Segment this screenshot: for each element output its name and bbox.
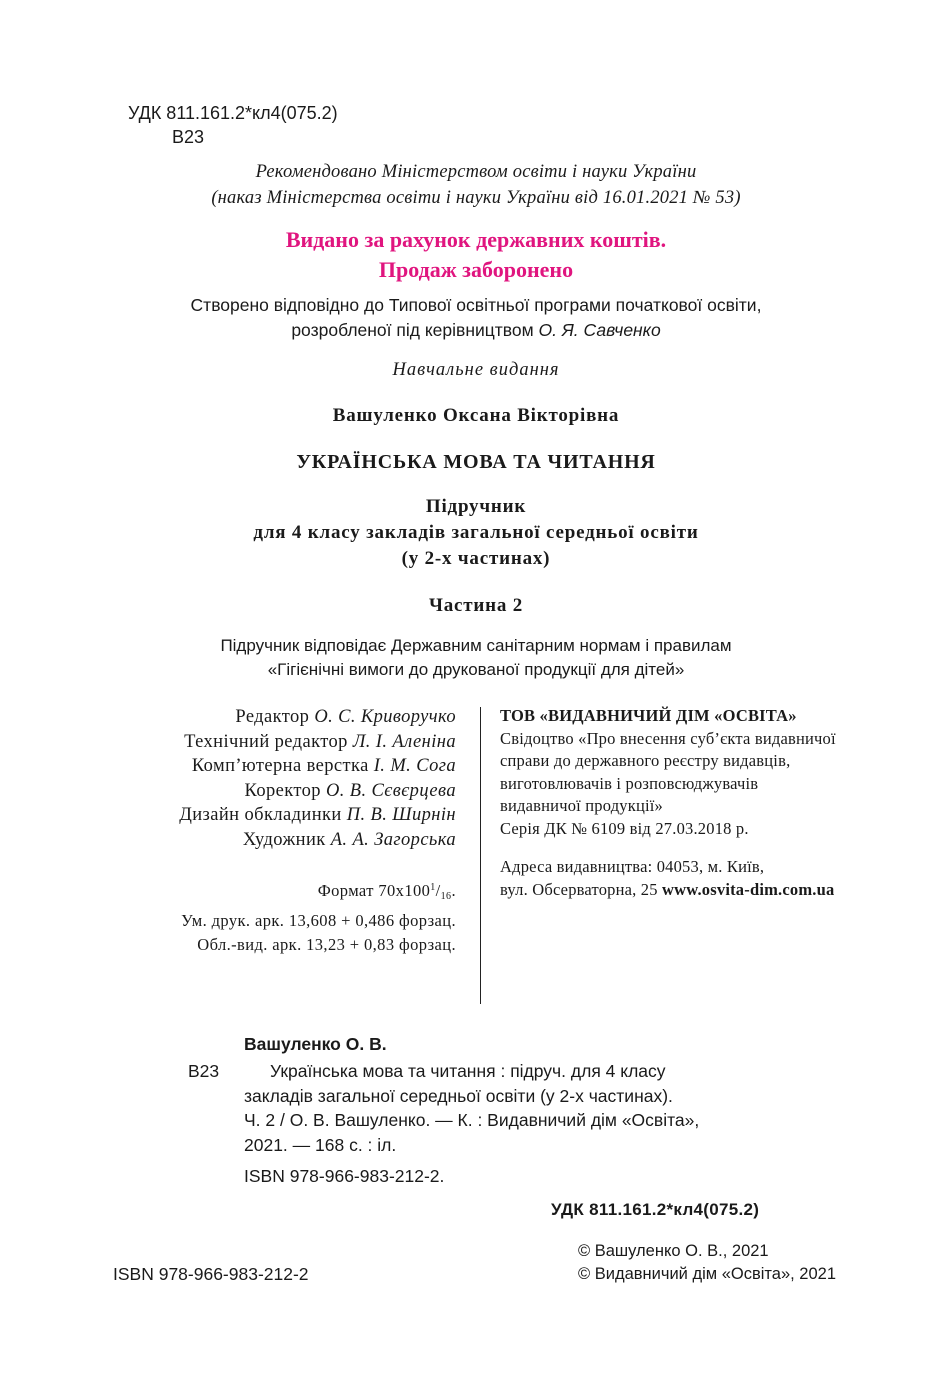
credit-name: О. В. Сєвєрцева — [326, 780, 456, 801]
format-end: . — [451, 881, 456, 900]
edition-type: Навчальне видання — [392, 360, 560, 380]
address-line-2 — [500, 878, 834, 901]
isbn: ISBN 978-966-983-212-2 — [113, 1264, 309, 1284]
credit-row — [179, 803, 456, 828]
publisher-series: Серія ДК № 6109 від 27.03.2018 р. — [500, 818, 749, 838]
address-street: вул. Обсерваторна, 25 — [500, 880, 663, 899]
print-format — [181, 876, 456, 957]
credit-role: Редактор — [235, 707, 310, 727]
bib-isbn: ISBN 978-966-983-212-2. — [244, 1166, 445, 1186]
credit-row — [179, 828, 456, 853]
publisher-block — [500, 705, 836, 840]
bib-line: 2021. — 168 с. : іл. — [244, 1134, 397, 1155]
format-line-1 — [181, 876, 456, 909]
state-funds-notice — [0, 225, 952, 285]
author-full-name: Вашуленко Оксана Вікторівна — [332, 405, 620, 426]
textbook-line-2: для 4 класу закладів загальної середньої освіти — [253, 522, 699, 543]
bib-description — [244, 1059, 699, 1157]
book-title: УКРАЇНСЬКА МОВА ТА ЧИТАННЯ — [296, 451, 656, 473]
credit-role: Комп’ютерна верстка — [191, 756, 369, 776]
credit-row — [179, 705, 456, 730]
copyright-line: © Видавничий дім «Освіта», 2021 — [578, 1264, 836, 1283]
recommendation — [0, 159, 952, 211]
credit-name: А. А. Загорська — [330, 829, 456, 850]
copyright-block — [578, 1240, 836, 1285]
program-note — [0, 293, 952, 343]
format-line-2: Ум. друк. арк. 13,608 + 0,486 форзац. — [181, 911, 456, 930]
textbook-description — [0, 494, 952, 572]
program-line-2-prefix: розробленої під керівництвом — [291, 320, 539, 340]
credit-name: П. В. Ширнін — [346, 805, 456, 825]
sanitary-line-2: «Гігієнічні вимоги до друкованої продукції для дітей» — [267, 660, 685, 679]
publisher-cert-line: справи до державного реєстру видавців, — [500, 751, 791, 770]
udk-index: В23 — [172, 127, 205, 147]
sanitary-line-1: Підручник відповідає Державним санітарним нормам і правилам — [220, 636, 732, 655]
udk-code: УДК 811.161.2*кл4(075.2) — [128, 103, 338, 123]
format-slash: / — [435, 881, 441, 900]
credit-row — [179, 754, 456, 779]
credits-list — [179, 705, 456, 852]
textbook-line-1: Підручник — [425, 496, 527, 517]
publisher-cert-line: виготовлювачів і розповсюджувачів — [500, 773, 759, 793]
address-line-1: Адреса видавництва: 04053, м. Київ, — [500, 857, 765, 876]
recommendation-line-1: Рекомендовано Міністерством освіти і науки України — [255, 162, 697, 182]
column-divider — [480, 707, 481, 1004]
sanitary-note — [0, 634, 952, 682]
udk-top-block — [128, 101, 338, 149]
publisher-name: ТОВ «ВИДАВНИЧИЙ ДІМ «ОСВІТА» — [500, 706, 797, 725]
state-funds-line-2: Продаж заборонено — [378, 257, 574, 282]
credit-name: О. С. Криворучко — [314, 707, 456, 727]
copyright-line: © Вашуленко О. В., 2021 — [578, 1242, 769, 1260]
bib-line: закладів загальної середньої освіти (у 2-х частинах). — [244, 1085, 673, 1106]
format-sub: 16 — [440, 891, 452, 902]
program-line-2 — [0, 318, 952, 343]
part-number: Частина 2 — [428, 595, 524, 616]
publisher-cert-line: Свідоцтво «Про внесення суб’єкта видавничої — [500, 728, 836, 748]
credit-role: Дизайн обкладинки — [179, 805, 342, 825]
program-supervisor-name: О. Я. Савченко — [538, 320, 661, 340]
format-line-3: Обл.-вид. арк. 13,23 + 0,83 форзац. — [197, 935, 456, 954]
udk-bottom: УДК 811.161.2*кл4(075.2) — [551, 1200, 760, 1219]
credit-role: Художник — [242, 829, 326, 850]
format-sup: 1 — [430, 882, 436, 893]
bib-line: Українська мова та читання : підруч. для 4 класу — [270, 1061, 666, 1081]
credit-row — [179, 779, 456, 804]
bib-line: Ч. 2 / О. В. Вашуленко. — К. : Видавничий дім «Освіта», — [244, 1110, 700, 1130]
publisher-cert-line: видавничої продукції» — [500, 796, 664, 815]
publisher-website-link[interactable]: www.osvita-dim.com.ua — [662, 880, 835, 899]
credit-role: Коректор — [244, 780, 321, 801]
recommendation-line-2: (наказ Міністерства освіти і науки України від 16.01.2021 № 53) — [211, 188, 741, 208]
credit-name: І. М. Сога — [373, 756, 456, 776]
credit-row — [179, 730, 456, 755]
bib-author: Вашуленко О. В. — [244, 1034, 387, 1054]
textbook-line-3: (у 2-х частинах) — [401, 548, 551, 569]
state-funds-line-1: Видано за рахунок державних коштів. — [285, 227, 667, 252]
program-line-1: Створено відповідно до Типової освітньої програми початкової освіти, — [190, 295, 762, 315]
credit-role: Технічний редактор — [184, 731, 348, 752]
format-label: Формат 70х100 — [317, 881, 431, 900]
bib-code: В23 — [188, 1061, 220, 1081]
publisher-address — [500, 855, 834, 901]
credit-name: Л. І. Аленіна — [352, 731, 456, 752]
